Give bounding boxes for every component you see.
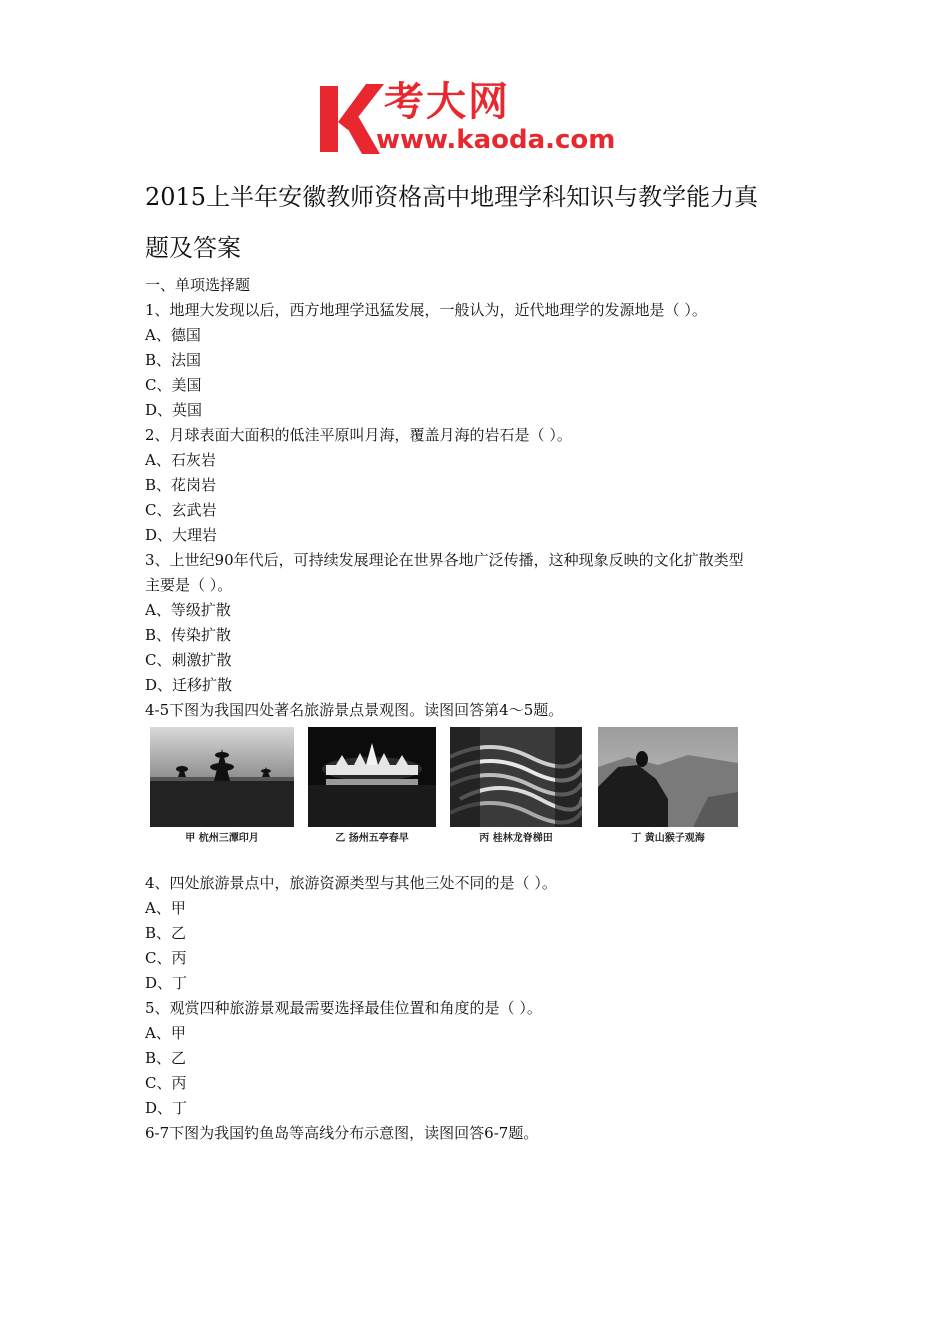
q5-option-c: C、丙 (145, 1074, 187, 1092)
photo-huangshan (598, 727, 738, 847)
photo-yangzhou-caption: 乙 扬州五亭春早 (335, 833, 409, 844)
logo-k-mark (318, 82, 384, 156)
q1-option-c: C、美国 (145, 376, 202, 394)
q2-option-a: A、石灰岩 (145, 451, 216, 469)
photo-huangshan-caption: 丁 黄山猴子观海 (631, 833, 705, 844)
question-4-stem: 4、四处旅游景点中，旅游资源类型与其他三处不同的是（ ）。 (145, 874, 557, 892)
q2-option-b: B、花岗岩 (145, 476, 217, 494)
question-3-stem-line2: 主要是（ ）。 (145, 576, 233, 594)
photo-hangzhou-image (150, 727, 294, 827)
q4-option-a: A、甲 (145, 899, 186, 917)
photo-yangzhou-image (308, 727, 436, 827)
photo-yangzhou (308, 727, 436, 847)
q1-option-a: A、德国 (145, 326, 201, 344)
logo-name: 考大网 (384, 79, 510, 125)
photo-guilin-image (450, 727, 582, 827)
q1-option-b: B、法国 (145, 351, 202, 369)
q5-option-b: B、乙 (145, 1049, 187, 1067)
q2-option-d: D、大理岩 (145, 526, 218, 544)
q4-option-d: D、丁 (145, 974, 188, 992)
question-3-stem-line1: 3、上世纪90年代后，可持续发展理论在世界各地广泛传播，这种现象反映的文化扩散类型 (145, 551, 744, 569)
kaoda-logo (318, 78, 640, 160)
document-title-line2: 题及答案 (145, 234, 241, 262)
section-heading: 一、单项选择题 (145, 276, 251, 294)
q3-option-d: D、迁移扩散 (145, 676, 233, 694)
question-1-stem: 1、地理大发现以后，西方地理学迅猛发展，一般认为，近代地理学的发源地是（ ）。 (145, 301, 707, 319)
q2-option-c: C、玄武岩 (145, 501, 217, 519)
photo-guilin-caption: 丙 桂林龙脊梯田 (479, 833, 553, 844)
photo-hangzhou-caption: 甲 杭州三潭印月 (185, 833, 259, 844)
q4-option-b: B、乙 (145, 924, 187, 942)
q1-option-d: D、英国 (145, 401, 203, 419)
photo-guilin (450, 727, 582, 847)
questions-6-7-intro: 6-7下图为我国钓鱼岛等高线分布示意图，读图回答6-7题。 (145, 1124, 539, 1142)
q5-option-d: D、丁 (145, 1099, 188, 1117)
q5-option-a: A、甲 (145, 1024, 186, 1042)
photo-hangzhou (150, 727, 294, 847)
photo-huangshan-image (598, 727, 738, 827)
q3-option-b: B、传染扩散 (145, 626, 232, 644)
logo-url: www.kaoda.com (376, 125, 616, 155)
questions-4-5-intro: 4-5下图为我国四处著名旅游景点景观图。读图回答第4～5题。 (145, 701, 564, 719)
document-title-line1: 2015上半年安徽教师资格高中地理学科知识与教学能力真 (145, 183, 759, 211)
question-5-stem: 5、观赏四种旅游景观最需要选择最佳位置和角度的是（ ）。 (145, 999, 542, 1017)
q3-option-c: C、刺激扩散 (145, 651, 232, 669)
q4-option-c: C、丙 (145, 949, 187, 967)
question-2-stem: 2、月球表面大面积的低洼平原叫月海，覆盖月海的岩石是（ ）。 (145, 426, 572, 444)
q3-option-a: A、等级扩散 (145, 601, 231, 619)
